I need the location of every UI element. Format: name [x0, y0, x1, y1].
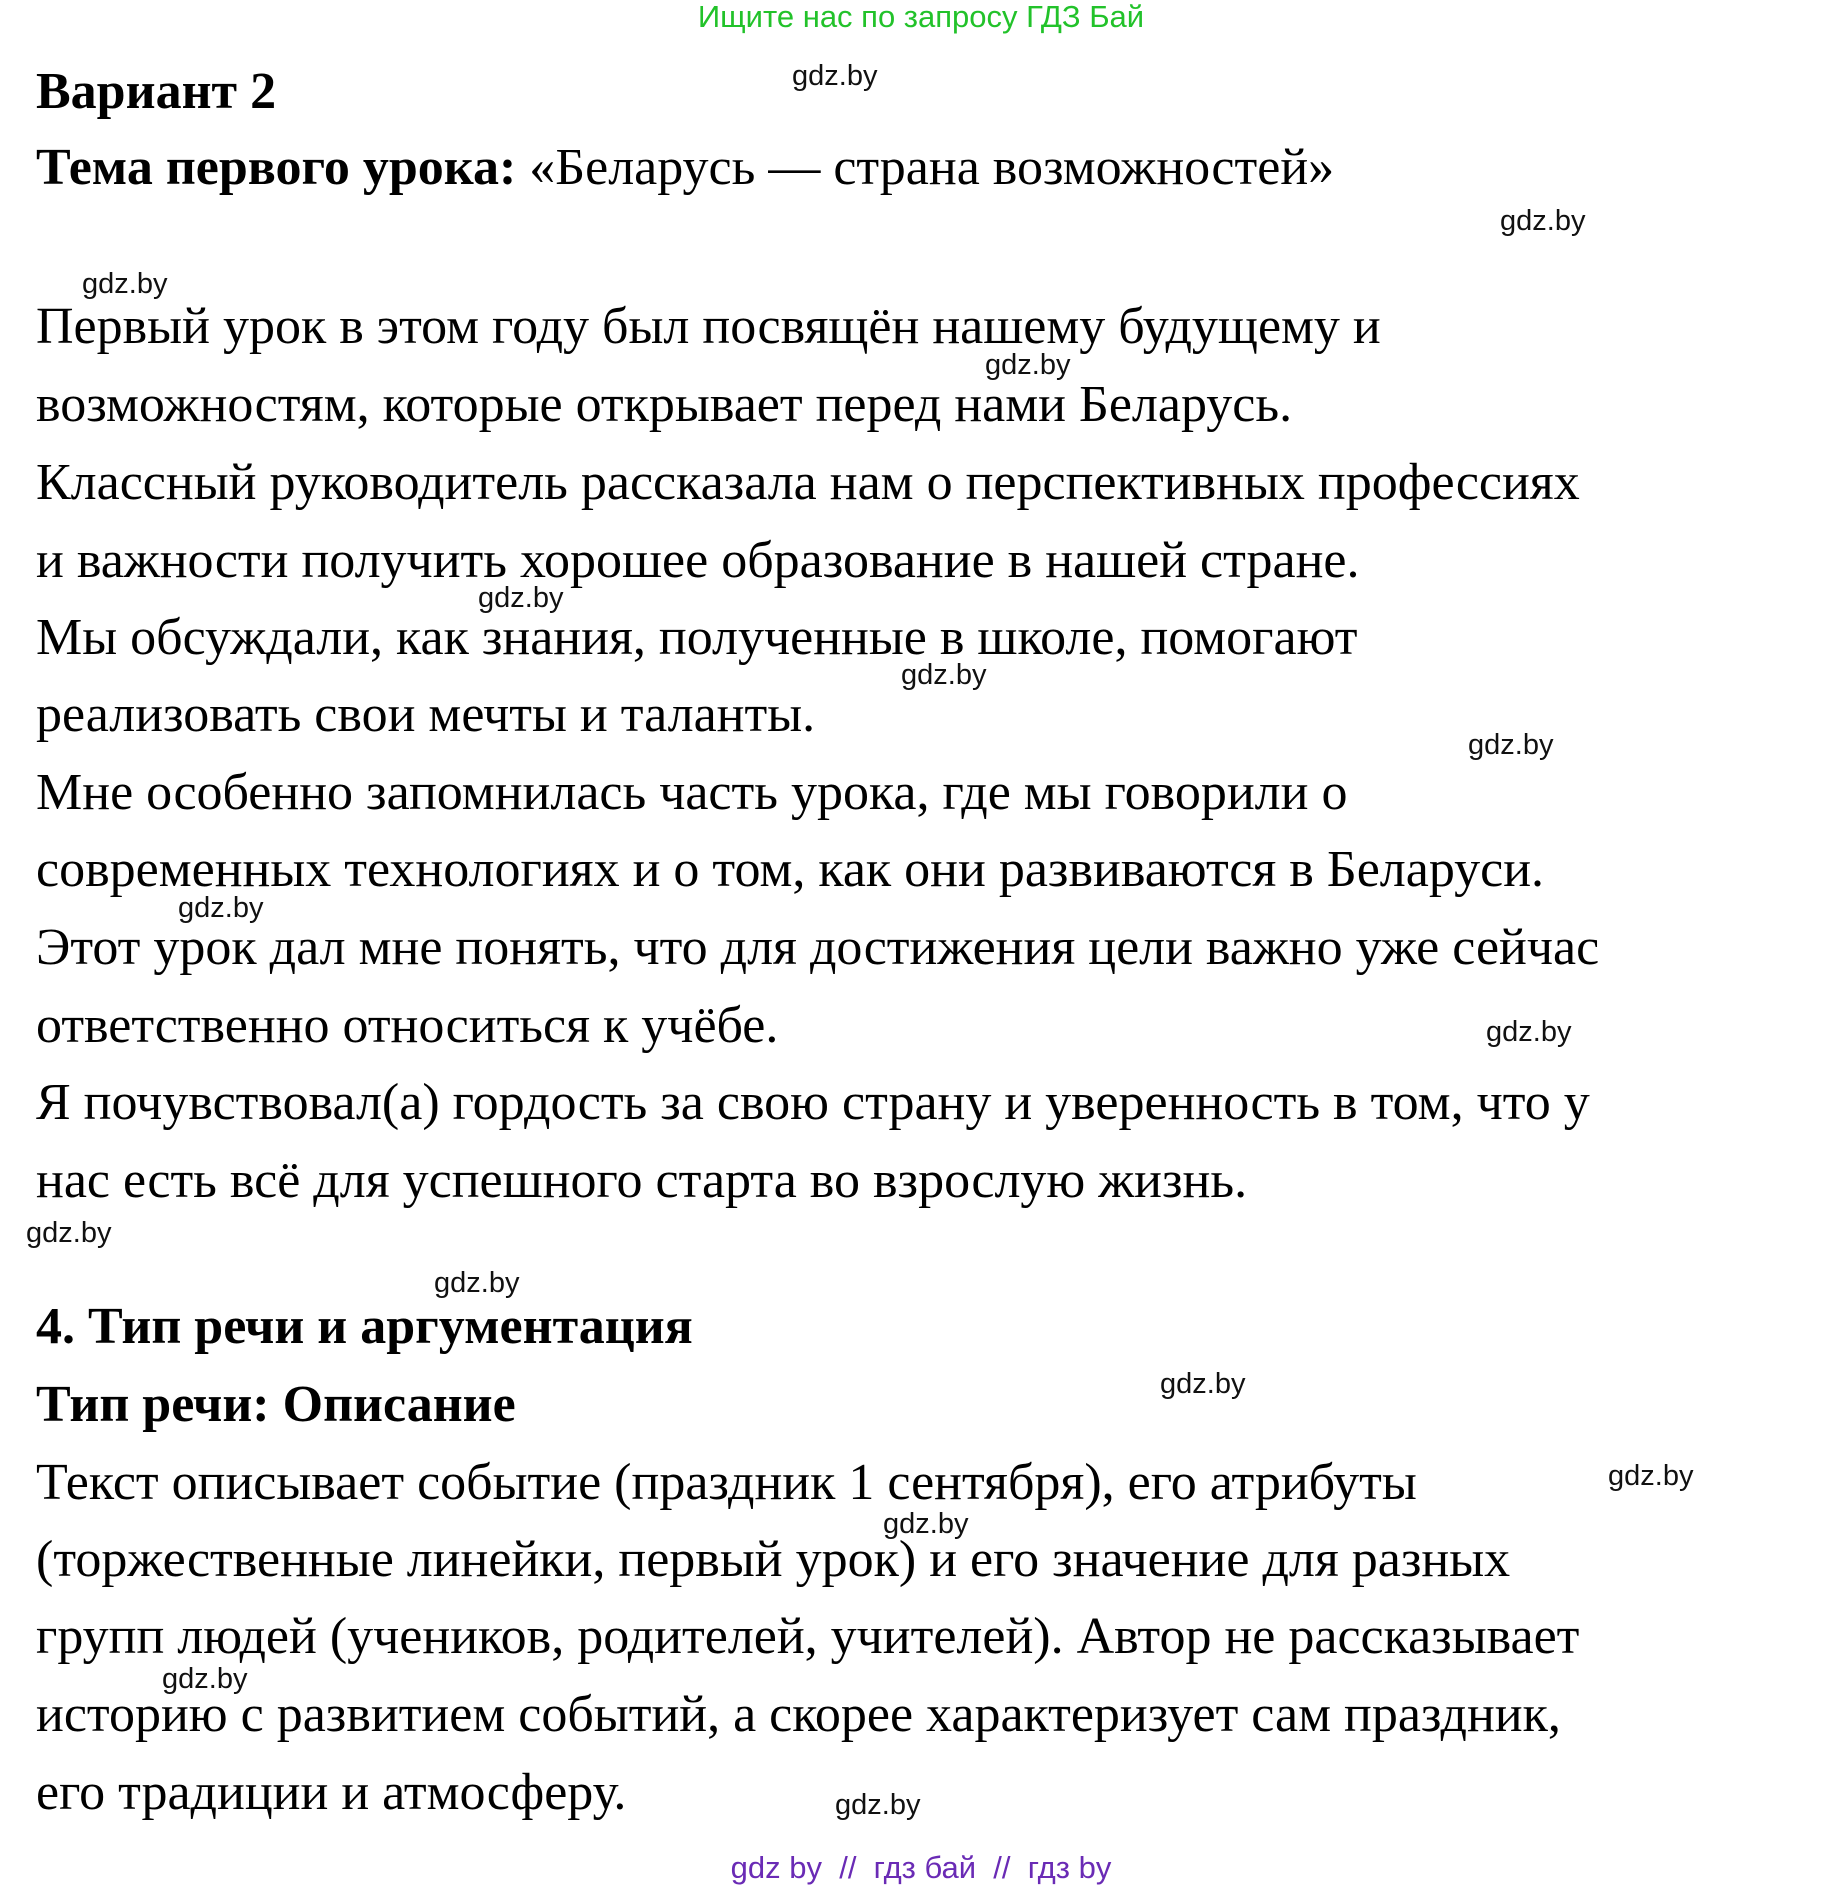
watermark: gdz.by	[434, 1267, 520, 1299]
paragraph-1-line: Классный руководитель рассказала нам о перспективных профессиях	[36, 454, 1580, 511]
watermark: gdz.by	[1500, 205, 1586, 237]
watermark: gdz.by	[1608, 1460, 1694, 1492]
watermark: gdz.by	[1468, 729, 1554, 761]
paragraph-1-line: нас есть всё для успешного старта во взрослую жизнь.	[36, 1152, 1248, 1209]
watermark: gdz.by	[1160, 1368, 1246, 1400]
paragraph-1-line: Первый урок в этом году был посвящён нашему будущему и	[36, 298, 1381, 355]
watermark: gdz.by	[883, 1508, 969, 1540]
paragraph-2-line: историю с развитием событий, а скорее характеризует сам праздник,	[36, 1686, 1561, 1743]
watermark: gdz.by	[835, 1789, 921, 1821]
variant-title: Вариант 2	[36, 63, 277, 120]
paragraph-2-line: (торжественные линейки, первый урок) и его значение для разных	[36, 1531, 1511, 1588]
paragraph-2-line: его традиции и атмосферу.	[36, 1764, 627, 1821]
paragraph-1-line: реализовать свои мечты и таланты.	[36, 686, 816, 743]
paragraph-1-line: и важности получить хорошее образование в нашей стране.	[36, 532, 1360, 589]
watermark: gdz.by	[162, 1663, 248, 1695]
watermark: gdz.by	[478, 582, 564, 614]
paragraph-1-line: Мне особенно запомнилась часть урока, где мы говорили о	[36, 764, 1348, 821]
paragraph-2-line: Текст описывает событие (праздник 1 сентября), его атрибуты	[36, 1454, 1417, 1511]
speech-type: Тип речи: Описание	[36, 1376, 516, 1433]
paragraph-1-line: ответственно относиться к учёбе.	[36, 997, 779, 1054]
watermark: gdz.by	[82, 268, 168, 300]
paragraph-1-line: современных технологиях и о том, как они развиваются в Беларуси.	[36, 841, 1545, 898]
watermark: gdz.by	[178, 892, 264, 924]
paragraph-1-line: Я почувствовал(а) гордость за свою страну и уверенность в том, что у	[36, 1074, 1590, 1131]
paragraph-1-line: Мы обсуждали, как знания, полученные в школе, помогают	[36, 609, 1358, 666]
watermark: gdz.by	[792, 60, 878, 92]
watermark: gdz.by	[26, 1217, 112, 1249]
watermark: gdz.by	[901, 659, 987, 691]
top-banner[interactable]: Ищите нас по запросу ГДЗ Бай	[697, 0, 1145, 34]
topic-heading	[36, 138, 1334, 198]
paragraph-1-line: Этот урок дал мне понять, что для достижения цели важно уже сейчас	[36, 919, 1600, 976]
watermark: gdz.by	[1486, 1016, 1572, 1048]
paragraph-2-line: групп людей (учеников, родителей, учителей). Автор не рассказывает	[36, 1608, 1580, 1665]
section-title: 4. Тип речи и аргументация	[36, 1298, 693, 1355]
topic-value: «Беларусь — страна возможностей»	[529, 139, 1335, 196]
bottom-banner[interactable]: gdz by // гдз бай // гдз by	[730, 1850, 1112, 1885]
paragraph-1-line: возможностям, которые открывает перед нами Беларусь.	[36, 376, 1293, 433]
watermark: gdz.by	[985, 349, 1071, 381]
topic-label: Тема первого урока:	[36, 139, 517, 196]
